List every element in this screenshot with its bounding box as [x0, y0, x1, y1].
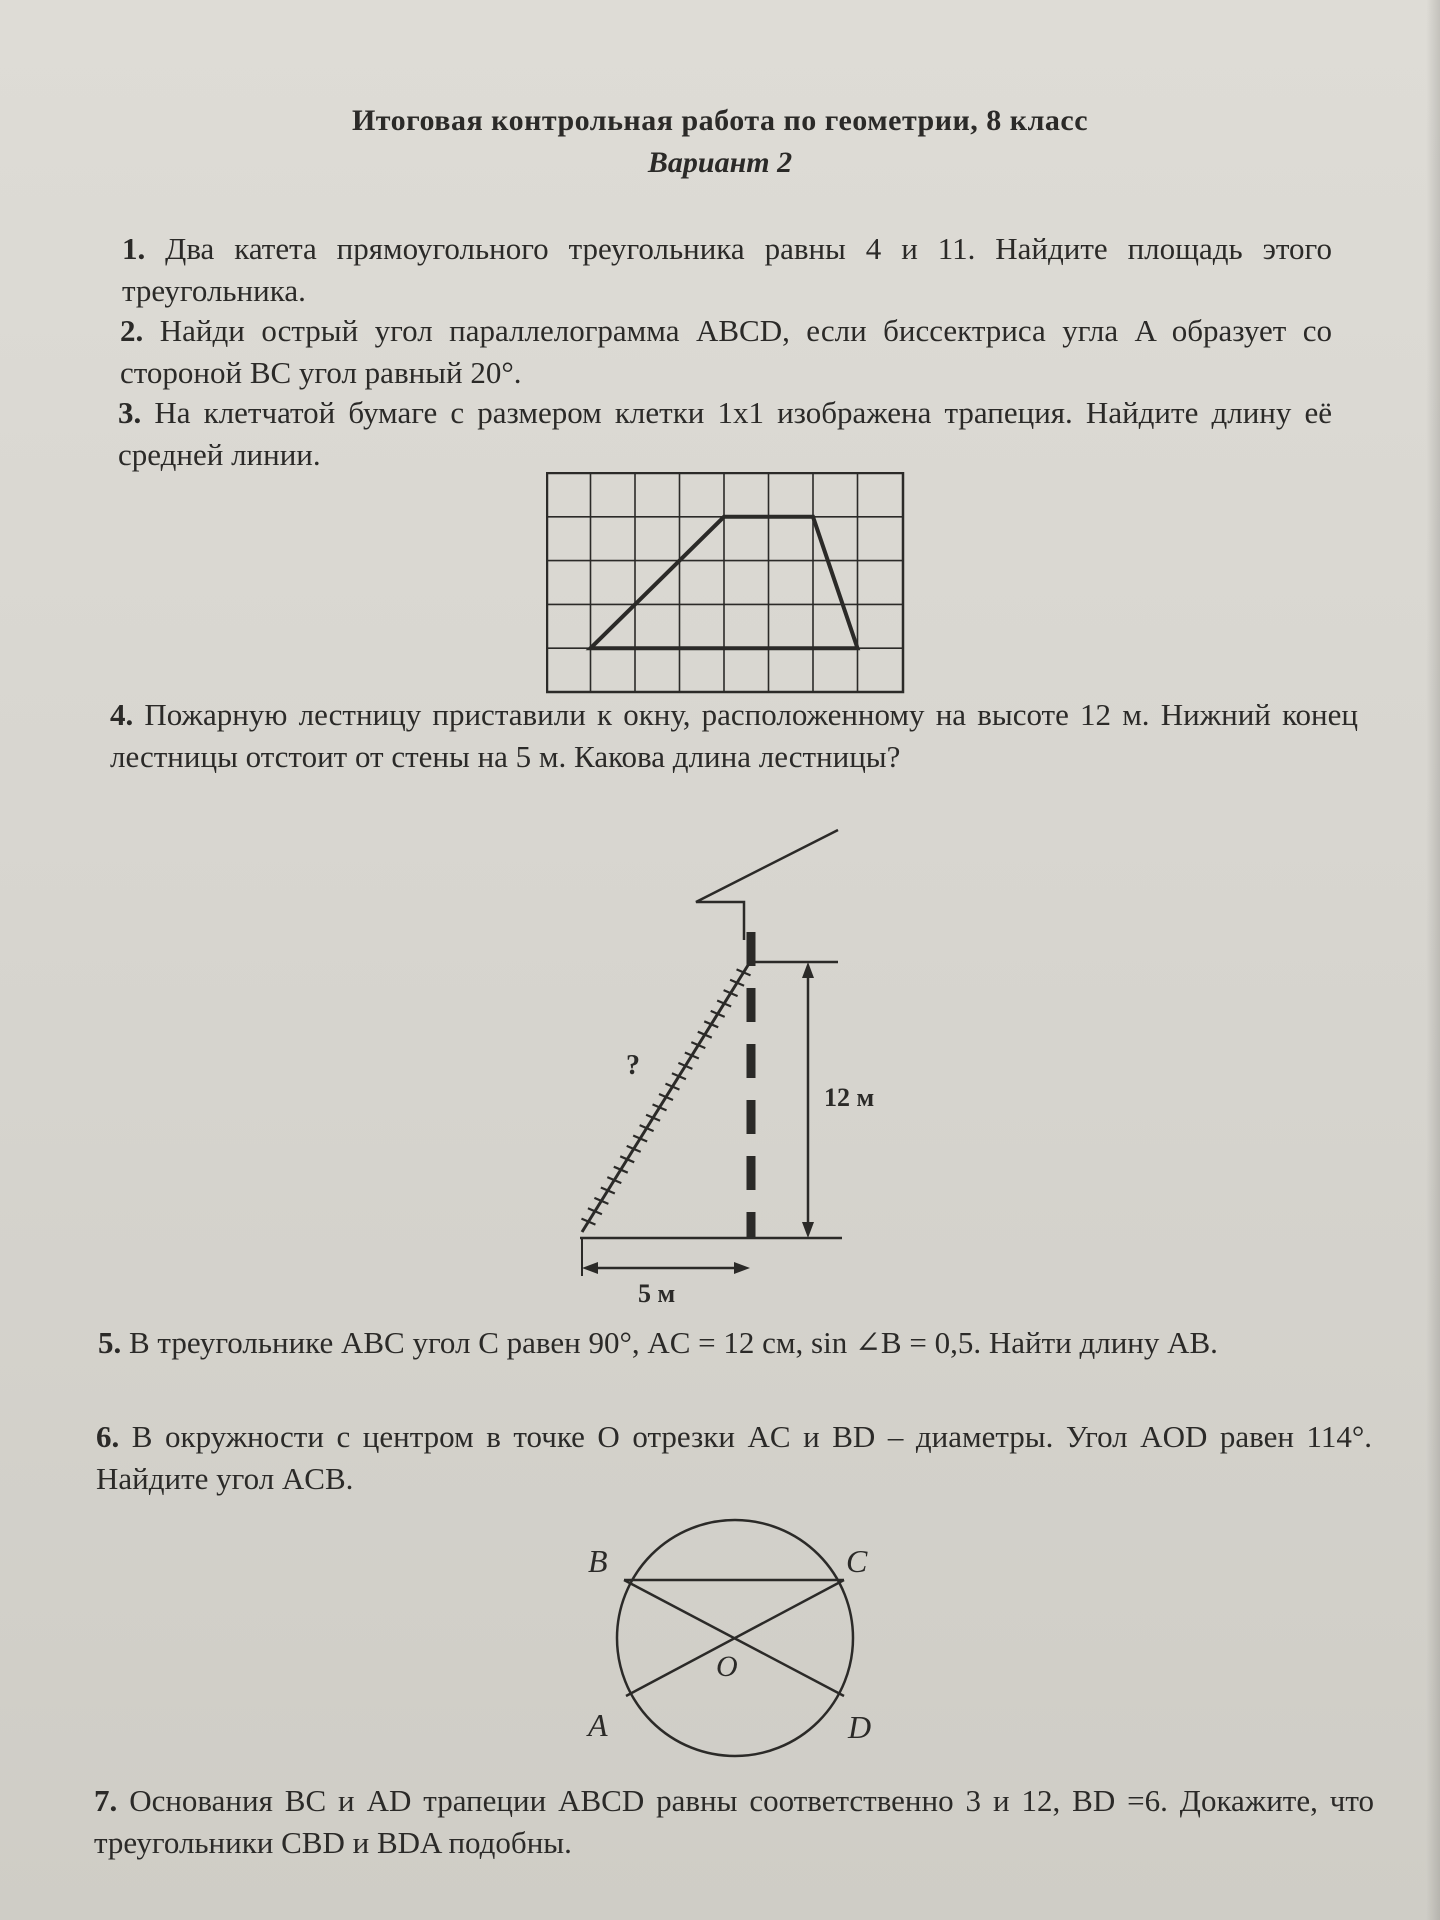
point-d-label: D	[848, 1709, 872, 1745]
task-2	[120, 310, 1332, 394]
height-arrow-bottom	[802, 1222, 814, 1238]
task-4-text: Пожарную лестницу приставили к окну, расположенному на высоте 12 м. Нижний конец лестницы отстоит от стены на 5 м. Какова длина лестницы?	[110, 697, 1358, 774]
ladder-rungs	[581, 969, 750, 1224]
point-o-label: O	[716, 1650, 738, 1683]
base-label: 5 м	[638, 1279, 676, 1308]
base-arrow-left	[582, 1262, 598, 1274]
task-3-text: На клетчатой бумаге с размером клетки 1x1 изображена трапеция. Найдите длину её средней линии.	[118, 395, 1333, 472]
task-4	[110, 694, 1358, 778]
task-5-number: 5.	[98, 1325, 122, 1360]
ladder-figure	[560, 820, 880, 1310]
ladder-unknown-label: ?	[626, 1050, 640, 1081]
worksheet-title: Итоговая контрольная работа по геометрии, 8 класс	[351, 104, 1089, 137]
task-5-text: В треугольнике ABC угол C равен 90°, AC = 12 см, sin ∠B = 0,5. Найти длину AB.	[129, 1325, 1218, 1360]
task-3-number: 3.	[118, 395, 142, 430]
point-b-label: B	[588, 1543, 608, 1579]
task-5	[98, 1322, 1370, 1364]
circle-diameters-figure	[578, 1500, 898, 1760]
roof-outline	[696, 830, 838, 940]
task-2-number: 2.	[120, 313, 144, 348]
height-label: 12 м	[824, 1083, 875, 1112]
task-7	[94, 1780, 1374, 1864]
task-6-number: 6.	[96, 1419, 120, 1454]
worksheet-variant: Вариант 2	[647, 146, 793, 179]
base-arrow-right	[734, 1262, 750, 1274]
grid-lines	[547, 473, 903, 692]
point-c-label: C	[846, 1543, 868, 1579]
paper-edge-shadow	[1426, 0, 1440, 1920]
height-arrow-top	[802, 962, 814, 978]
grid-border	[547, 473, 903, 692]
task-7-text: Основания BC и AD трапеции ABCD равны соответственно 3 и 12, BD =6. Докажите, что треугольники CBD и BDA подобны.	[94, 1783, 1375, 1860]
task-7-number: 7.	[94, 1783, 118, 1818]
task-6	[96, 1416, 1372, 1500]
task-2-text: Найди острый угол параллелограмма ABCD, если биссектриса угла A образует со стороной BC угол равный 20°.	[120, 313, 1332, 390]
task-4-number: 4.	[110, 697, 134, 732]
task-6-text: В окружности с центром в точке O отрезки AC и BD – диаметры. Угол AOD равен 114°. Найдите угол ACB.	[96, 1419, 1373, 1496]
task-1	[122, 228, 1332, 312]
task-3	[118, 392, 1332, 476]
grid-trapezoid-figure	[546, 472, 906, 696]
task-1-number: 1.	[122, 231, 146, 266]
task-1-text: Два катета прямоугольного треугольника равны 4 и 11. Найдите площадь этого треугольника.	[122, 231, 1332, 308]
point-a-label: A	[588, 1707, 608, 1743]
